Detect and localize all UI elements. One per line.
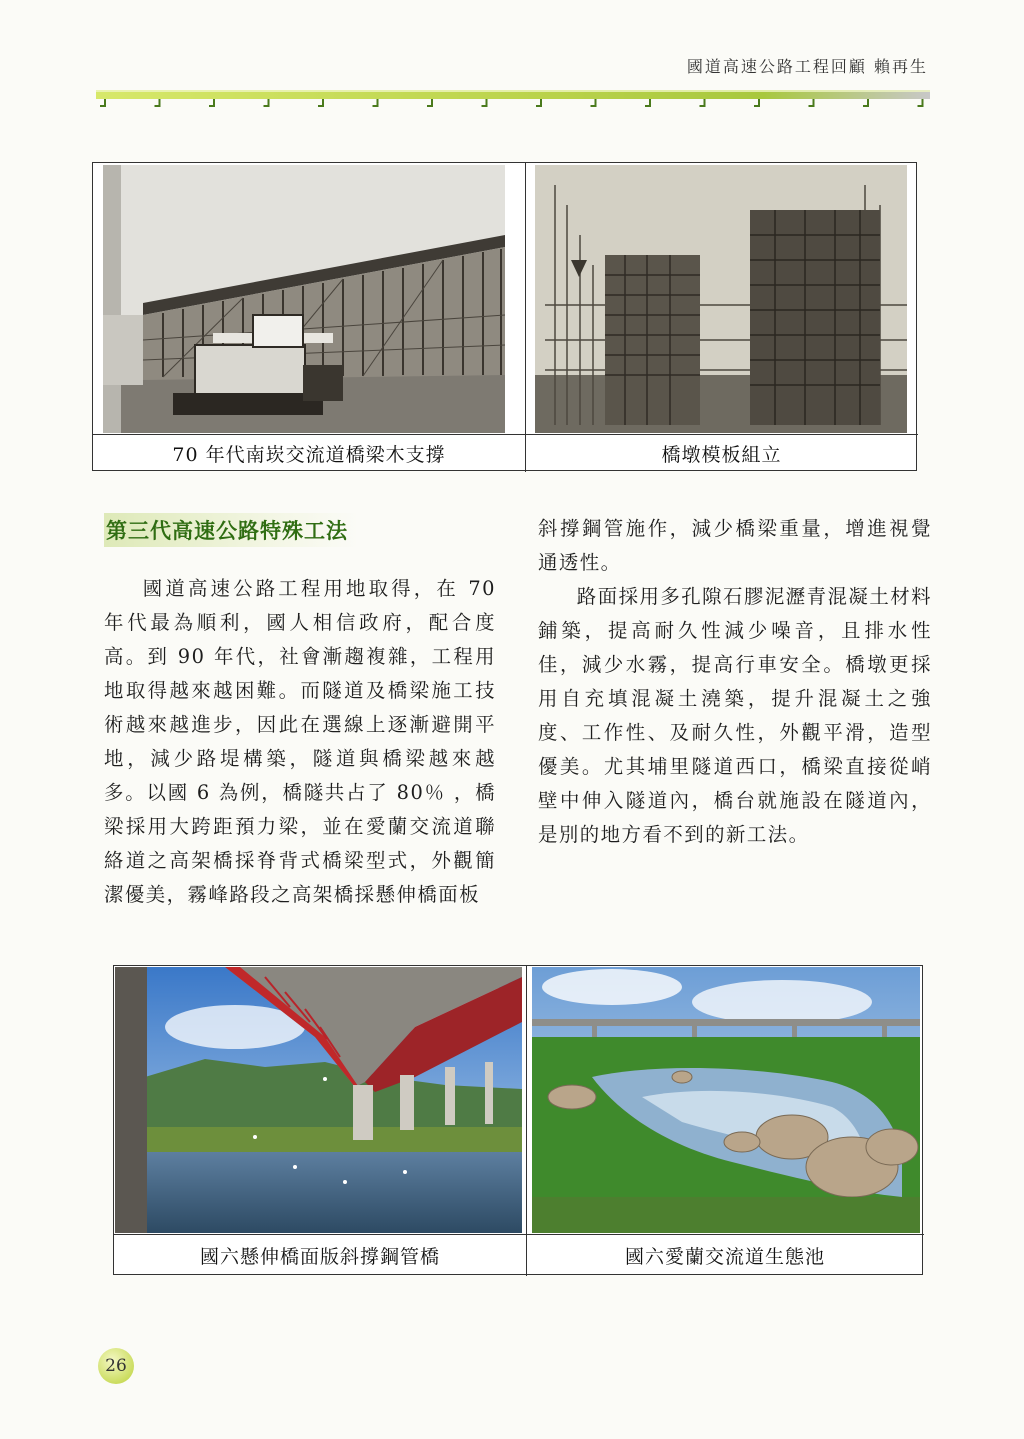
running-header: 國道高速公路工程回顧 賴再生 <box>686 57 928 76</box>
left-text-column <box>104 572 496 912</box>
photo-nankan-falsework <box>103 165 505 433</box>
caption-pier-formwork: 橋墩模板組立 <box>525 434 918 472</box>
top-photo-grid <box>92 162 917 471</box>
photo-ecological-pond <box>532 967 920 1233</box>
photo-pier-formwork <box>535 165 907 433</box>
caption-ecological-pond: 國六愛蘭交流道生態池 <box>526 1234 924 1276</box>
caption-strut-pipe-bridge: 國六懸伸橋面版斜撐鋼管橋 <box>114 1234 526 1276</box>
section-heading: 第三代高速公路特殊工法 <box>104 513 358 547</box>
body-paragraph-pavement: 路面採用多孔隙石膠泥瀝青混凝土材料鋪築，提高耐久性減少噪音，且排水性佳，減少水霧，提高行車安全。橋墩更採用自充填混凝土澆築，提升混凝土之強度、工作性、及耐久性，外觀平滑，造型優美。尤其埔里隧道西口，橋梁直接從峭壁中伸入隧道內，橋台就施設在隧道內，是別的地方看不到的新工法。 <box>538 585 932 846</box>
caption-nankan-falsework: 70 年代南崁交流道橋梁木支撐 <box>93 434 525 472</box>
photo-strut-pipe-bridge <box>115 967 522 1233</box>
bottom-photo-grid <box>113 965 923 1275</box>
right-text-column <box>538 512 932 852</box>
body-paragraph-land-acquisition: 國道高速公路工程用地取得，在 70 年代最為順利，國人相信政府，配合度高。到 90 年代，社會漸趨複雜，工程用地取得越來越困難。而隧道及橋梁施工技術越來越進步，因此在選線上逐漸避開平地，減少路堤構築，隧道與橋梁越來越多。以國 6 為例，橋隧共占了 80％ ，橋梁採用大跨距預力梁，並在愛蘭交流道聯絡道之高架橋採脊背式橋梁型式，外觀簡潔優美，霧峰路段之高架橋採懸伸橋面板 <box>104 577 496 906</box>
body-paragraph-continuation: 斜撐鋼管施作，減少橋梁重量，增進視覺通透性。 <box>538 517 932 574</box>
decorative-header-bar <box>96 88 930 110</box>
page-number: 26 <box>98 1348 134 1384</box>
